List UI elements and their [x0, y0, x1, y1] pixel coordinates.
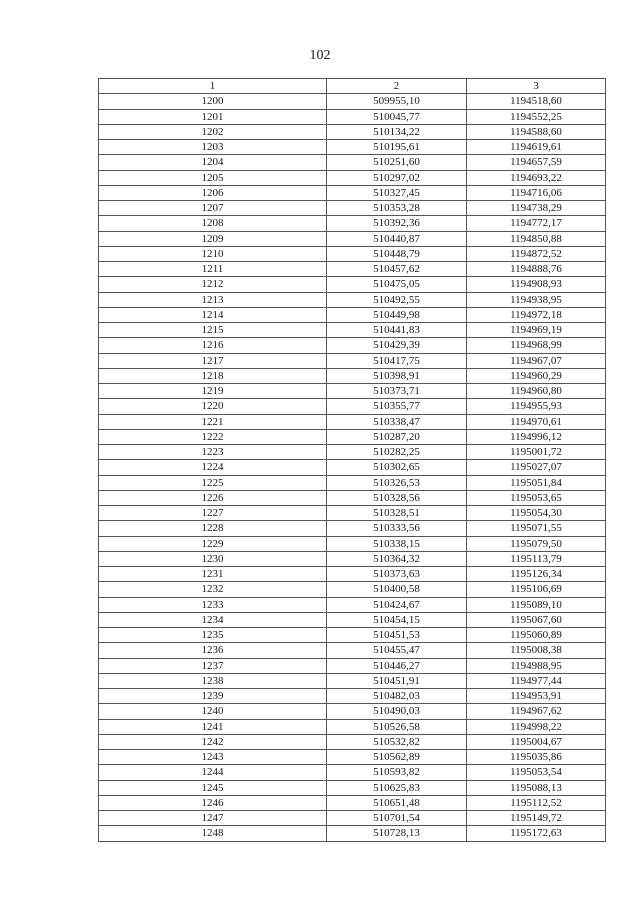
- table-row: [99, 231, 606, 246]
- x-coordinate-cell: 510455,47: [327, 643, 467, 658]
- point-number-cell: 1243: [99, 750, 327, 765]
- x-coordinate-cell: 510451,53: [327, 628, 467, 643]
- table-row: [99, 460, 606, 475]
- y-coordinate-cell: 1195027,07: [467, 460, 606, 475]
- table-row: [99, 216, 606, 231]
- y-coordinate-cell: 1195053,65: [467, 490, 606, 505]
- point-number-cell: 1224: [99, 460, 327, 475]
- x-coordinate-cell: 510446,27: [327, 658, 467, 673]
- column-header-2: 2: [327, 79, 467, 94]
- y-coordinate-cell: 1194772,17: [467, 216, 606, 231]
- y-coordinate-cell: 1195071,55: [467, 521, 606, 536]
- point-number-cell: 1228: [99, 521, 327, 536]
- table-row: [99, 140, 606, 155]
- table-row: [99, 323, 606, 338]
- y-coordinate-cell: 1194967,07: [467, 353, 606, 368]
- y-coordinate-cell: 1195054,30: [467, 506, 606, 521]
- table-row: [99, 704, 606, 719]
- x-coordinate-cell: 510326,53: [327, 475, 467, 490]
- table-row: [99, 582, 606, 597]
- y-coordinate-cell: 1195149,72: [467, 811, 606, 826]
- y-coordinate-cell: 1195060,89: [467, 628, 606, 643]
- y-coordinate-cell: 1194972,18: [467, 307, 606, 322]
- x-coordinate-cell: 510327,45: [327, 185, 467, 200]
- point-number-cell: 1232: [99, 582, 327, 597]
- x-coordinate-cell: 510651,48: [327, 795, 467, 810]
- y-coordinate-cell: 1194850,88: [467, 231, 606, 246]
- point-number-cell: 1239: [99, 689, 327, 704]
- point-number-cell: 1226: [99, 490, 327, 505]
- table-row: [99, 658, 606, 673]
- y-coordinate-cell: 1195008,38: [467, 643, 606, 658]
- point-number-cell: 1225: [99, 475, 327, 490]
- table-body: [99, 94, 606, 841]
- x-coordinate-cell: 510457,62: [327, 262, 467, 277]
- x-coordinate-cell: 510045,77: [327, 109, 467, 124]
- table-row: [99, 811, 606, 826]
- table-row: [99, 94, 606, 109]
- x-coordinate-cell: 510398,91: [327, 368, 467, 383]
- y-coordinate-cell: 1194967,62: [467, 704, 606, 719]
- point-number-cell: 1233: [99, 597, 327, 612]
- table-row: [99, 521, 606, 536]
- table-row: [99, 551, 606, 566]
- x-coordinate-cell: 510328,56: [327, 490, 467, 505]
- y-coordinate-cell: 1194619,61: [467, 140, 606, 155]
- y-coordinate-cell: 1194996,12: [467, 429, 606, 444]
- x-coordinate-cell: 510451,91: [327, 673, 467, 688]
- y-coordinate-cell: 1194988,95: [467, 658, 606, 673]
- point-number-cell: 1206: [99, 185, 327, 200]
- y-coordinate-cell: 1194872,52: [467, 246, 606, 261]
- table-row: [99, 612, 606, 627]
- point-number-cell: 1241: [99, 719, 327, 734]
- point-number-cell: 1245: [99, 780, 327, 795]
- table-row: [99, 292, 606, 307]
- point-number-cell: 1216: [99, 338, 327, 353]
- point-number-cell: 1240: [99, 704, 327, 719]
- x-coordinate-cell: 510297,02: [327, 170, 467, 185]
- y-coordinate-cell: 1194960,80: [467, 384, 606, 399]
- y-coordinate-cell: 1195079,50: [467, 536, 606, 551]
- column-header-1: 1: [99, 79, 327, 94]
- y-coordinate-cell: 1195035,86: [467, 750, 606, 765]
- table-row: [99, 536, 606, 551]
- point-number-cell: 1215: [99, 323, 327, 338]
- x-coordinate-cell: 510282,25: [327, 445, 467, 460]
- x-coordinate-cell: 510287,20: [327, 429, 467, 444]
- y-coordinate-cell: 1194518,60: [467, 94, 606, 109]
- x-coordinate-cell: 510338,15: [327, 536, 467, 551]
- table-row: [99, 445, 606, 460]
- point-number-cell: 1234: [99, 612, 327, 627]
- table-row: [99, 399, 606, 414]
- x-coordinate-cell: 510562,89: [327, 750, 467, 765]
- point-number-cell: 1236: [99, 643, 327, 658]
- table-row: [99, 384, 606, 399]
- y-coordinate-cell: 1194955,93: [467, 399, 606, 414]
- point-number-cell: 1214: [99, 307, 327, 322]
- x-coordinate-cell: 510526,58: [327, 719, 467, 734]
- y-coordinate-cell: 1194970,61: [467, 414, 606, 429]
- y-coordinate-cell: 1194738,29: [467, 201, 606, 216]
- point-number-cell: 1205: [99, 170, 327, 185]
- table-row: [99, 826, 606, 841]
- y-coordinate-cell: 1195172,63: [467, 826, 606, 841]
- y-coordinate-cell: 1195067,60: [467, 612, 606, 627]
- y-coordinate-cell: 1195001,72: [467, 445, 606, 460]
- point-number-cell: 1218: [99, 368, 327, 383]
- y-coordinate-cell: 1194716,06: [467, 185, 606, 200]
- y-coordinate-cell: 1194693,22: [467, 170, 606, 185]
- x-coordinate-cell: 510440,87: [327, 231, 467, 246]
- point-number-cell: 1242: [99, 734, 327, 749]
- table-row: [99, 673, 606, 688]
- y-coordinate-cell: 1194657,59: [467, 155, 606, 170]
- y-coordinate-cell: 1194908,93: [467, 277, 606, 292]
- y-coordinate-cell: 1194552,25: [467, 109, 606, 124]
- x-coordinate-cell: 510328,51: [327, 506, 467, 521]
- point-number-cell: 1235: [99, 628, 327, 643]
- table-row: [99, 689, 606, 704]
- table-row: [99, 277, 606, 292]
- table-row: [99, 124, 606, 139]
- y-coordinate-cell: 1195113,79: [467, 551, 606, 566]
- point-number-cell: 1230: [99, 551, 327, 566]
- table-row: [99, 475, 606, 490]
- x-coordinate-cell: 510424,67: [327, 597, 467, 612]
- y-coordinate-cell: 1194968,99: [467, 338, 606, 353]
- point-number-cell: 1209: [99, 231, 327, 246]
- point-number-cell: 1210: [99, 246, 327, 261]
- point-number-cell: 1217: [99, 353, 327, 368]
- point-number-cell: 1222: [99, 429, 327, 444]
- x-coordinate-cell: 510492,55: [327, 292, 467, 307]
- point-number-cell: 1227: [99, 506, 327, 521]
- table-row: [99, 795, 606, 810]
- x-coordinate-cell: 510373,71: [327, 384, 467, 399]
- y-coordinate-cell: 1194888,76: [467, 262, 606, 277]
- table-row: [99, 262, 606, 277]
- table-row: [99, 719, 606, 734]
- x-coordinate-cell: 510333,56: [327, 521, 467, 536]
- point-number-cell: 1247: [99, 811, 327, 826]
- y-coordinate-cell: 1195051,84: [467, 475, 606, 490]
- point-number-cell: 1223: [99, 445, 327, 460]
- x-coordinate-cell: 510475,05: [327, 277, 467, 292]
- table-row: [99, 414, 606, 429]
- table-row: [99, 567, 606, 582]
- x-coordinate-cell: 510701,54: [327, 811, 467, 826]
- x-coordinate-cell: 510441,83: [327, 323, 467, 338]
- x-coordinate-cell: 510532,82: [327, 734, 467, 749]
- point-number-cell: 1244: [99, 765, 327, 780]
- x-coordinate-cell: 510392,36: [327, 216, 467, 231]
- table-row: [99, 506, 606, 521]
- table-header-row: [99, 79, 606, 94]
- table-row: [99, 338, 606, 353]
- point-number-cell: 1213: [99, 292, 327, 307]
- y-coordinate-cell: 1194953,91: [467, 689, 606, 704]
- x-coordinate-cell: 510251,60: [327, 155, 467, 170]
- table-row: [99, 307, 606, 322]
- x-coordinate-cell: 510355,77: [327, 399, 467, 414]
- y-coordinate-cell: 1195126,34: [467, 567, 606, 582]
- x-coordinate-cell: 509955,10: [327, 94, 467, 109]
- table-row: [99, 368, 606, 383]
- x-coordinate-cell: 510728,13: [327, 826, 467, 841]
- x-coordinate-cell: 510364,32: [327, 551, 467, 566]
- point-number-cell: 1248: [99, 826, 327, 841]
- point-number-cell: 1201: [99, 109, 327, 124]
- point-number-cell: 1229: [99, 536, 327, 551]
- point-number-cell: 1220: [99, 399, 327, 414]
- x-coordinate-cell: 510593,82: [327, 765, 467, 780]
- table-row: [99, 353, 606, 368]
- coordinates-table: [98, 78, 606, 842]
- y-coordinate-cell: 1194588,60: [467, 124, 606, 139]
- y-coordinate-cell: 1194960,29: [467, 368, 606, 383]
- point-number-cell: 1212: [99, 277, 327, 292]
- table-row: [99, 750, 606, 765]
- point-number-cell: 1221: [99, 414, 327, 429]
- y-coordinate-cell: 1195112,52: [467, 795, 606, 810]
- x-coordinate-cell: 510454,15: [327, 612, 467, 627]
- y-coordinate-cell: 1194969,19: [467, 323, 606, 338]
- x-coordinate-cell: 510482,03: [327, 689, 467, 704]
- x-coordinate-cell: 510302,65: [327, 460, 467, 475]
- table-row: [99, 780, 606, 795]
- y-coordinate-cell: 1195106,69: [467, 582, 606, 597]
- x-coordinate-cell: 510338,47: [327, 414, 467, 429]
- point-number-cell: 1203: [99, 140, 327, 155]
- page-number: 102: [309, 48, 331, 63]
- table-row: [99, 109, 606, 124]
- x-coordinate-cell: 510449,98: [327, 307, 467, 322]
- y-coordinate-cell: 1194998,22: [467, 719, 606, 734]
- point-number-cell: 1246: [99, 795, 327, 810]
- table-row: [99, 429, 606, 444]
- x-coordinate-cell: 510134,22: [327, 124, 467, 139]
- y-coordinate-cell: 1194938,95: [467, 292, 606, 307]
- x-coordinate-cell: 510490,03: [327, 704, 467, 719]
- table-row: [99, 643, 606, 658]
- y-coordinate-cell: 1195053,54: [467, 765, 606, 780]
- table-row: [99, 170, 606, 185]
- x-coordinate-cell: 510625,83: [327, 780, 467, 795]
- column-header-3: 3: [467, 79, 606, 94]
- table-row: [99, 628, 606, 643]
- point-number-cell: 1202: [99, 124, 327, 139]
- table-row: [99, 155, 606, 170]
- y-coordinate-cell: 1194977,44: [467, 673, 606, 688]
- point-number-cell: 1231: [99, 567, 327, 582]
- point-number-cell: 1208: [99, 216, 327, 231]
- y-coordinate-cell: 1195088,13: [467, 780, 606, 795]
- x-coordinate-cell: 510400,58: [327, 582, 467, 597]
- point-number-cell: 1200: [99, 94, 327, 109]
- table-row: [99, 597, 606, 612]
- table-row: [99, 201, 606, 216]
- table-row: [99, 185, 606, 200]
- point-number-cell: 1238: [99, 673, 327, 688]
- table-row: [99, 246, 606, 261]
- y-coordinate-cell: 1195004,67: [467, 734, 606, 749]
- x-coordinate-cell: 510373,63: [327, 567, 467, 582]
- x-coordinate-cell: 510195,61: [327, 140, 467, 155]
- point-number-cell: 1219: [99, 384, 327, 399]
- y-coordinate-cell: 1195089,10: [467, 597, 606, 612]
- point-number-cell: 1211: [99, 262, 327, 277]
- point-number-cell: 1204: [99, 155, 327, 170]
- x-coordinate-cell: 510353,28: [327, 201, 467, 216]
- table-row: [99, 734, 606, 749]
- table-row: [99, 765, 606, 780]
- point-number-cell: 1237: [99, 658, 327, 673]
- x-coordinate-cell: 510448,79: [327, 246, 467, 261]
- x-coordinate-cell: 510429,39: [327, 338, 467, 353]
- table-row: [99, 490, 606, 505]
- x-coordinate-cell: 510417,75: [327, 353, 467, 368]
- point-number-cell: 1207: [99, 201, 327, 216]
